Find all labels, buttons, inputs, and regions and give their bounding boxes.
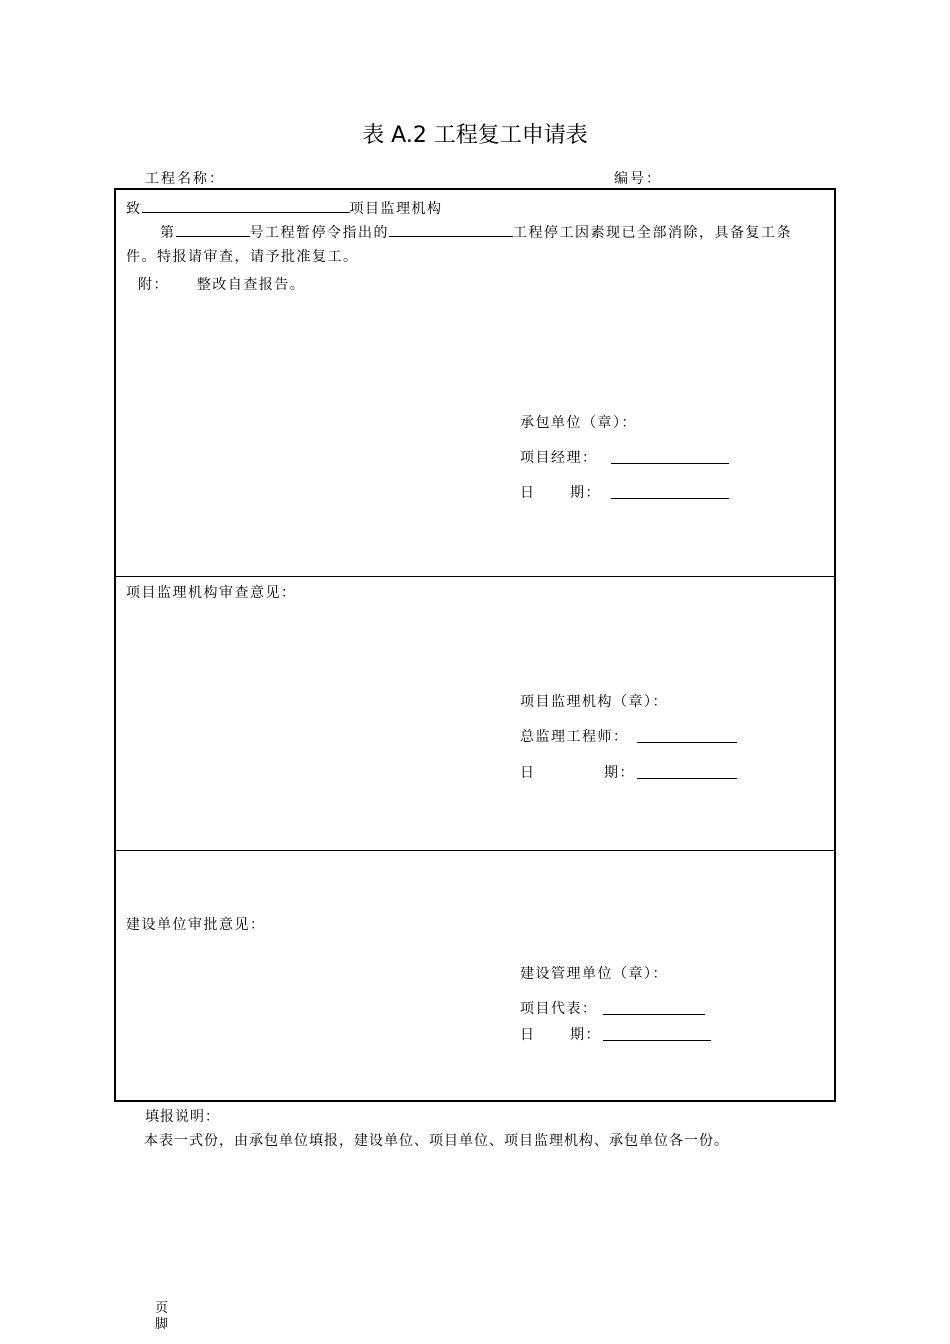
chief-engineer-signature-field[interactable] (637, 742, 737, 743)
suspension-order-number-field[interactable] (176, 222, 250, 237)
section-divider-2 (116, 850, 834, 851)
statement-line-2: 件。特报请审查，请予批准复工。 (126, 249, 359, 265)
to-prefix: 致 (126, 201, 142, 217)
supervisor-date-field[interactable] (637, 778, 737, 779)
contractor-date-field[interactable] (611, 498, 729, 499)
owner-approval-heading: 建设单位审批意见： (126, 917, 266, 933)
notes-heading: 填报说明： (145, 1109, 220, 1125)
application-form-table (114, 188, 836, 1102)
number-label: 编号： (614, 171, 662, 187)
supervisor-name-field[interactable] (142, 198, 350, 213)
contractor-seal-label: 承包单位（章）： (520, 415, 637, 431)
project-manager-label: 项目经理： (520, 450, 598, 466)
footer-char-1: 页 (155, 1301, 169, 1316)
footer-char-2: 脚 (155, 1317, 169, 1332)
attachment-label: 附： (138, 277, 169, 293)
owner-date-label-b: 期： (570, 1027, 601, 1043)
supervisor-seal-label: 项目监理机构（章）： (520, 694, 668, 710)
project-part-field[interactable] (389, 222, 513, 237)
statement-order-text: 号工程暂停令指出的 (249, 225, 389, 241)
attachment-text: 整改自查报告。 (196, 277, 306, 293)
addressee-line (126, 198, 443, 218)
statement-no-prefix: 第 (160, 225, 176, 241)
supervisor-date-label-a: 日 (520, 765, 536, 781)
project-representative-signature-field[interactable] (603, 1014, 705, 1015)
project-name-label: 工程名称： (145, 171, 225, 187)
supervisor-date-label-b: 期： (604, 765, 635, 781)
supervisor-review-heading: 项目监理机构审查意见： (126, 585, 297, 601)
chief-engineer-label: 总监理工程师： (520, 729, 629, 745)
project-manager-signature-field[interactable] (611, 463, 729, 464)
notes-text: 本表一式份，由承包单位填报，建设单位、项目单位、项目监理机构、承包单位各一份。 (144, 1133, 729, 1149)
owner-date-label-a: 日 (520, 1027, 536, 1043)
project-representative-label: 项目代表： (520, 1001, 598, 1017)
section-divider-1 (116, 576, 834, 577)
owner-date-field[interactable] (603, 1040, 711, 1041)
contractor-date-label-b: 期： (570, 485, 601, 501)
statement-resume-text: 工程停工因素现已全部消除，具备复工条 (513, 225, 792, 241)
attachment-line (138, 274, 305, 294)
owner-seal-label: 建设管理单位（章）： (520, 966, 668, 982)
to-suffix: 项目监理机构 (349, 201, 443, 217)
contractor-date-label-a: 日 (520, 485, 536, 501)
statement-line-1 (160, 222, 792, 242)
form-title: 表 A.2 工程复工申请表 (362, 123, 588, 148)
